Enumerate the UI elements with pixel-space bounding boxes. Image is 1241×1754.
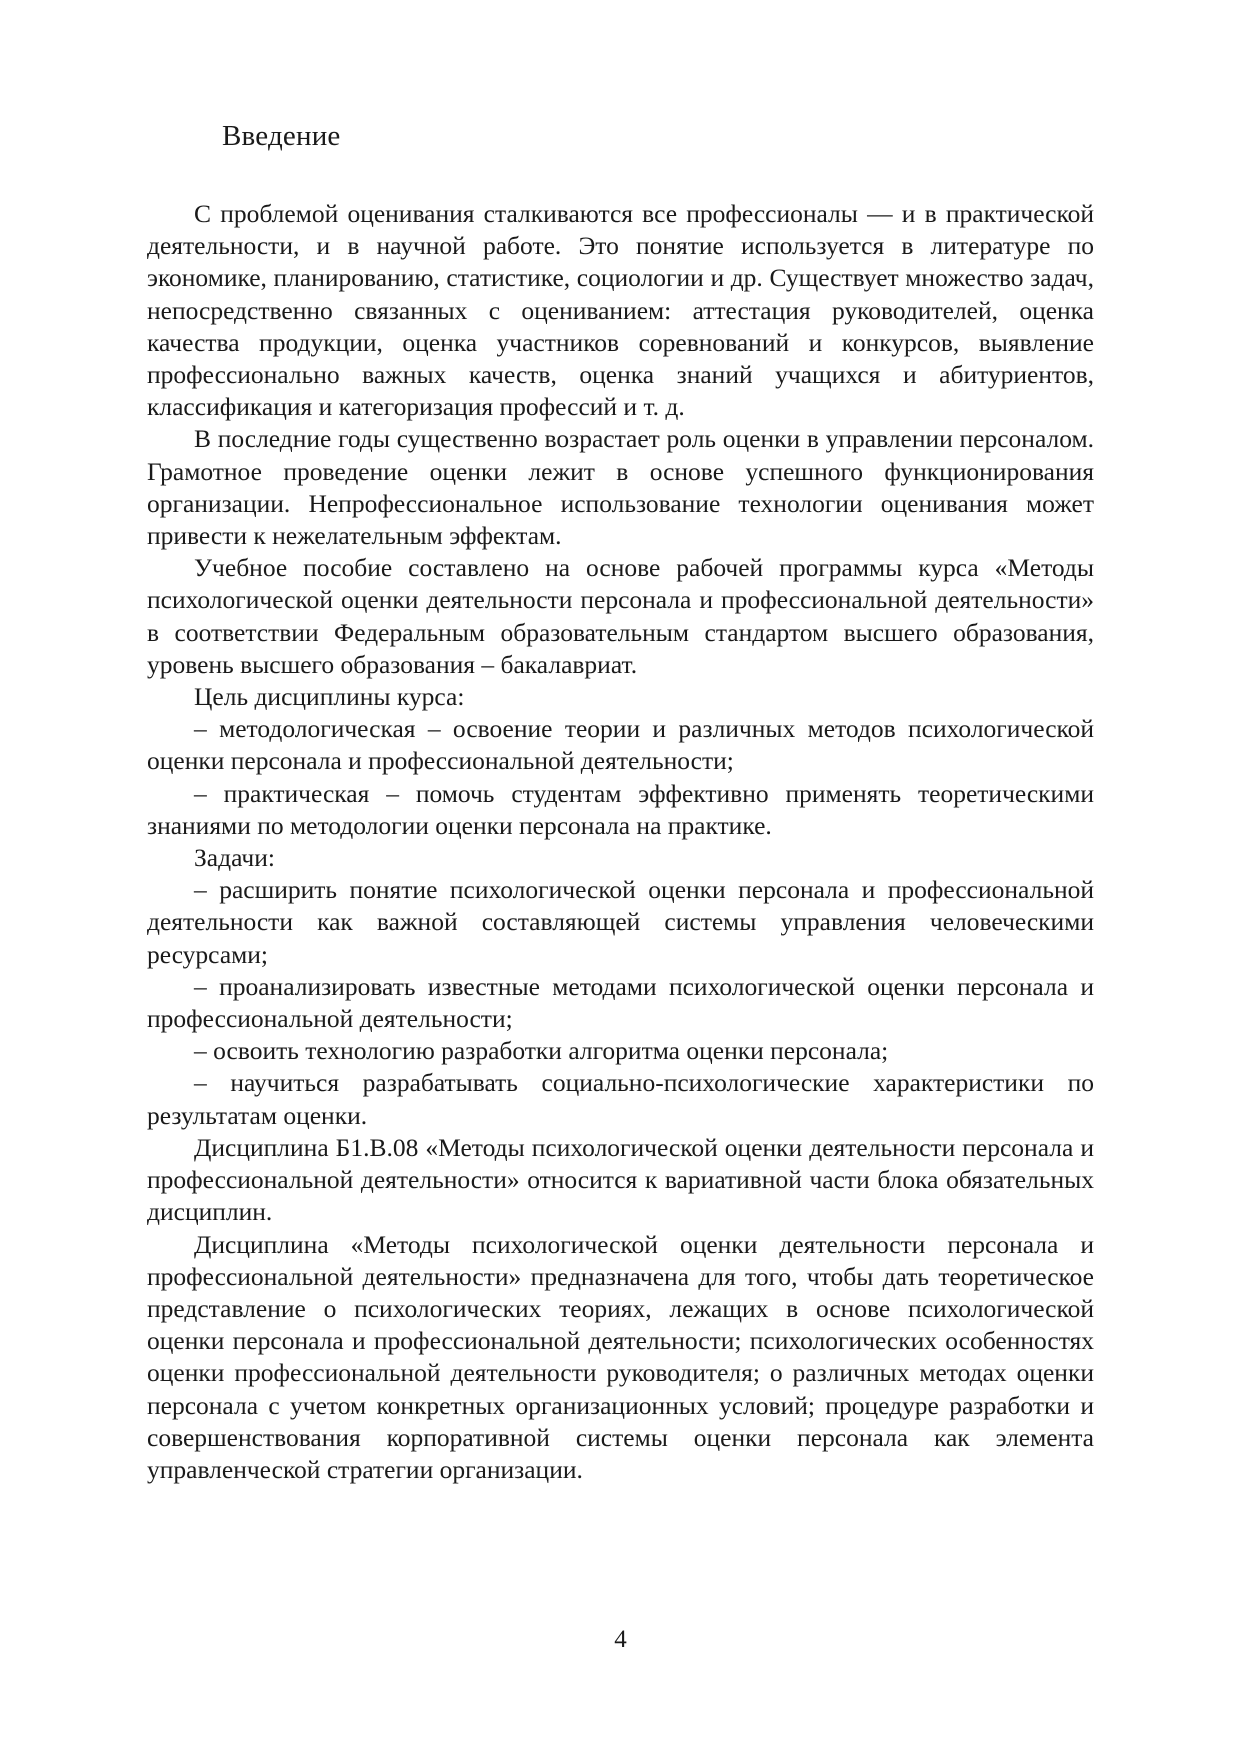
- paragraph-1: С проблемой оценивания сталкиваются все профессионалы — и в практической деятельности, и в научной работе. Это понятие используется в литературе по экономике, планированию, статистике, социологии и др. Существует множество задач, непосредственно связанных с оцениванием: аттестация руководителей, оценка качества продукции, оценка участников соревнований и конкурсов, выявление профессионально важных качеств, оценка знаний учащихся и абитуриентов, классификация и категоризация профессий и т. д.: [147, 199, 1094, 422]
- paragraph-5: – методологическая – освоение теории и различных методов психологической оценки персонала и профессиональной деятельности;: [147, 714, 1094, 776]
- paragraph-7: Задачи:: [194, 843, 275, 873]
- body-text: [147, 198, 1094, 1486]
- paragraph-9: – проанализировать известные методами психологической оценки персонала и профессиональной деятельности;: [147, 971, 1094, 1034]
- page-number: 4: [614, 1626, 627, 1653]
- paragraph-11: – научиться разрабатывать социально-психологические характеристики по результатам оценки.: [147, 1068, 1094, 1130]
- paragraph-10: – освоить технологию разработки алгоритма оценки персонала;: [194, 1036, 889, 1066]
- paragraph-4: Цель дисциплины курса:: [194, 682, 465, 712]
- paragraph-12: Дисциплина Б1.В.08 «Методы психологической оценки деятельности персонала и профессиональной деятельности» относится к вариативной части блока обязательных дисциплин.: [147, 1132, 1094, 1227]
- paragraph-2: В последние годы существенно возрастает роль оценки в управлении персоналом. Грамотное проведение оценки лежит в основе успешного функционирования организации. Непрофессиональное использование технологии оценивания может привести к нежелательным эффектам.: [147, 424, 1094, 551]
- paragraph-13: Дисциплина «Методы психологической оценки деятельности персонала и профессиональной деятельности» предназначена для того, чтобы дать теоретическое представление о психологических теориях, лежащих в основе психологической оценки персонала и профессиональной деятельности; психологических особенностях оценки профессиональной деятельности руководителя; о различных методах оценки персонала с учетом конкретных организационных условий; процедуре разработки и совершенствования корпоративной системы оценки персонала как элемента управленческой стратегии организации.: [147, 1229, 1094, 1484]
- paragraph-8: – расширить понятие психологической оценки персонала и профессиональной деятельности как важной составляющей системы управления человеческими ресурсами;: [147, 875, 1094, 969]
- paragraph-6: – практическая – помочь студентам эффективно применять теоретическими знаниями по методологии оценки персонала на практике.: [147, 778, 1094, 840]
- section-title: Введение: [222, 120, 341, 152]
- paragraph-3: Учебное пособие составлено на основе рабочей программы курса «Методы психологической оценки деятельности персонала и профессиональной деятельности» в соответствии Федеральным образовательным стандартом высшего образования, уровень высшего образования – бакалавриат.: [147, 553, 1094, 679]
